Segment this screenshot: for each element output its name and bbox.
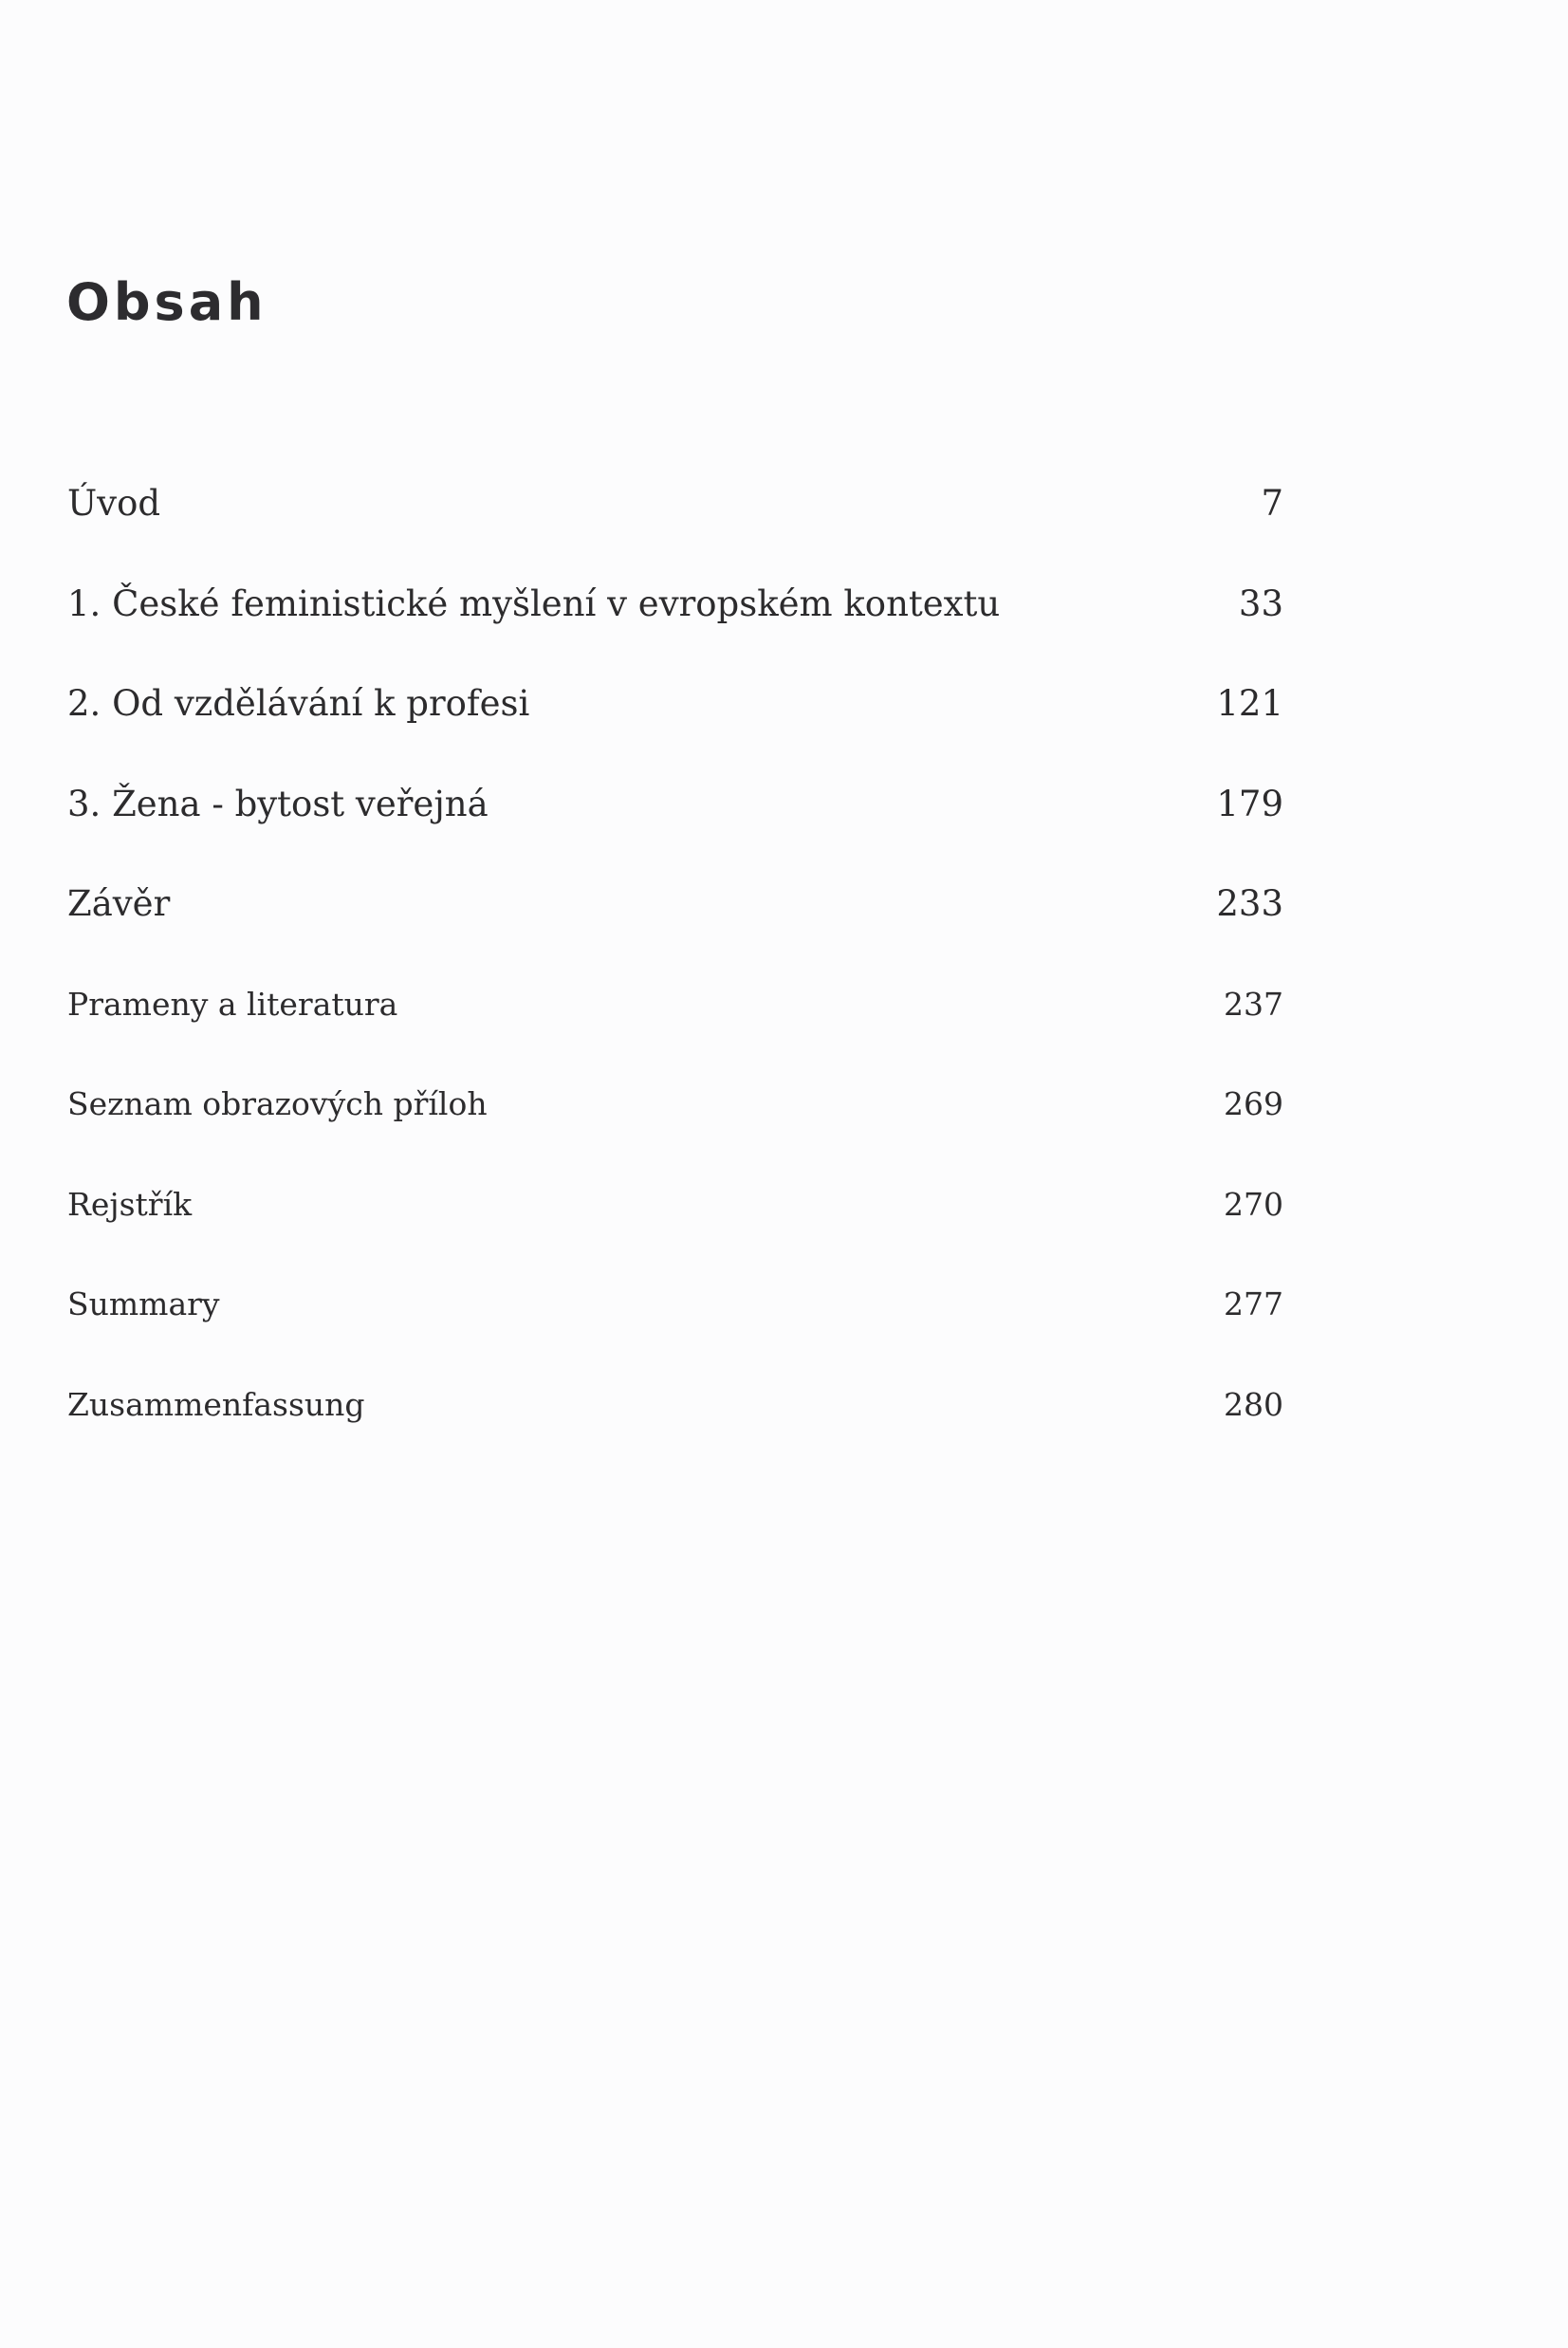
toc-entry-chapter-2 (67, 684, 1283, 785)
page-title: Obsah (66, 272, 267, 332)
toc-entry-page-number: 121 (1216, 683, 1283, 724)
toc-entry-label: Seznam obrazových příloh (67, 1085, 488, 1122)
toc-entry-label: 1. České feministické myšlení v evropském kontextu (67, 582, 1001, 624)
toc-entry-label: 2. Od vzdělávání k profesi (67, 683, 530, 724)
toc-entry-prameny (67, 985, 1283, 1085)
toc-entry-page-number: 7 (1261, 483, 1283, 524)
toc-entry-label: 3. Žena - bytost veřejná (67, 783, 489, 824)
toc-entry-page-number: 280 (1224, 1385, 1283, 1423)
toc-entry-uvod (67, 484, 1283, 584)
toc-entry-label: Úvod (67, 483, 161, 524)
toc-entry-label: Summary (67, 1285, 220, 1322)
toc-entry-summary (67, 1285, 1283, 1385)
toc-entry-page-number: 269 (1224, 1085, 1283, 1122)
toc-entry-rejstrik (67, 1185, 1283, 1285)
toc-entry-zusammenfassung (67, 1385, 1283, 1486)
toc-entry-label: Rejstřík (67, 1185, 193, 1223)
toc-entry-chapter-3 (67, 785, 1283, 885)
toc-entry-label: Zusammenfassung (67, 1385, 365, 1423)
toc-entry-label: Prameny a literatura (67, 985, 398, 1023)
table-of-contents (67, 484, 1283, 1485)
toc-entry-page-number: 179 (1216, 783, 1283, 824)
toc-entry-page-number: 233 (1216, 883, 1283, 924)
toc-entry-page-number: 277 (1224, 1285, 1283, 1322)
toc-entry-seznam-priloh (67, 1084, 1283, 1185)
toc-entry-label: Závěr (67, 883, 171, 924)
toc-entry-chapter-1 (67, 584, 1283, 685)
toc-entry-page-number: 33 (1238, 582, 1283, 624)
toc-entry-page-number: 270 (1224, 1185, 1283, 1223)
toc-entry-page-number: 237 (1224, 985, 1283, 1023)
toc-entry-zaver (67, 884, 1283, 985)
